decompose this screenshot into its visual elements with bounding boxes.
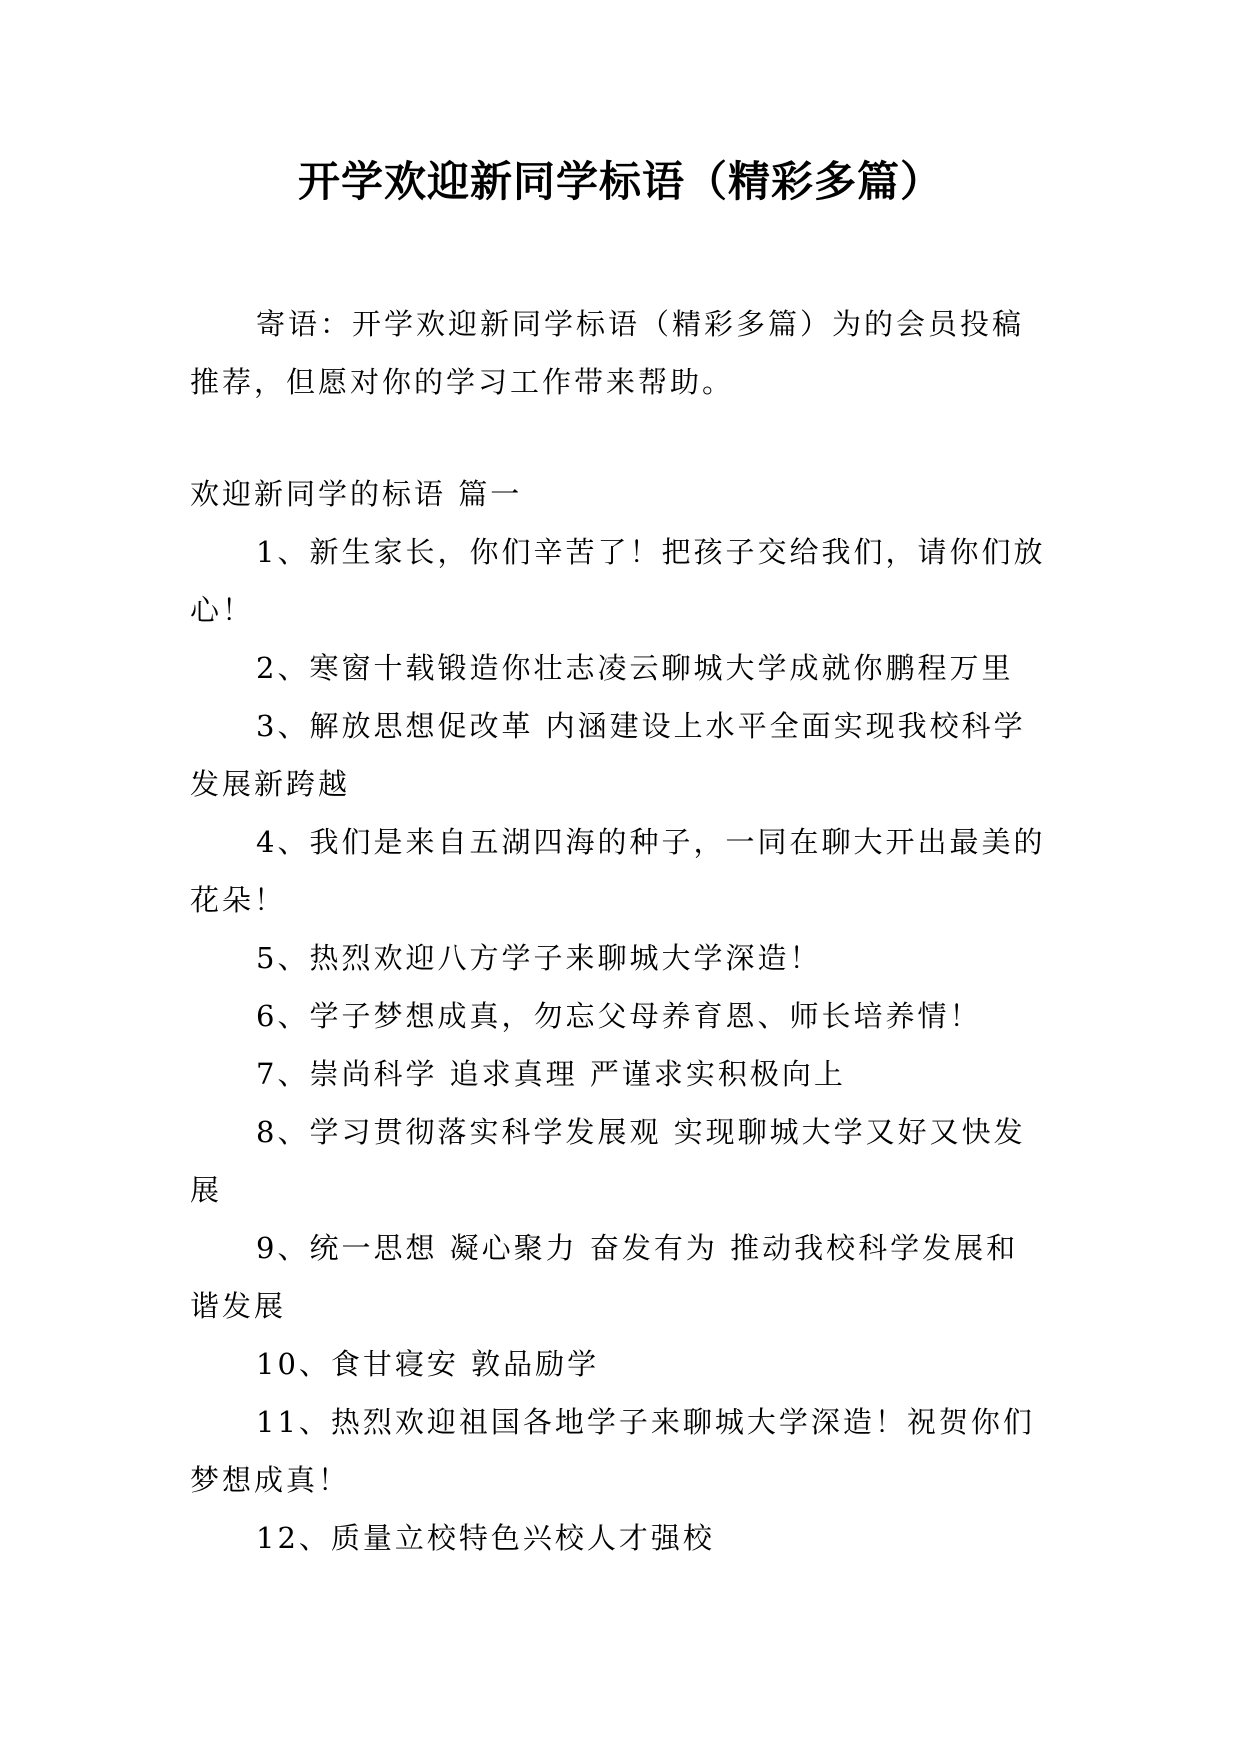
slogan-item: 5、热烈欢迎八方学子来聊城大学深造！ <box>256 941 822 975</box>
intro-paragraph: 寄语：开学欢迎新同学标语（精彩多篇）为的会员投稿推荐，但愿对你的学习工作带来帮助。 <box>190 307 1025 399</box>
slogan-item: 10、食甘寝安 敦品励学 <box>256 1347 600 1381</box>
slogan-item: 2、寒窗十载锻造你壮志凌云聊城大学成就你鹏程万里 <box>256 651 1014 685</box>
slogan-item: 12、质量立校特色兴校人才强校 <box>256 1521 715 1555</box>
document-title: 开学欢迎新同学标语（精彩多篇） <box>297 157 943 206</box>
slogan-list <box>190 523 1050 1567</box>
slogan-item: 11、热烈欢迎祖国各地学子来聊城大学深造！祝贺你们梦想成真！ <box>190 1405 1035 1497</box>
slogan-item: 8、学习贯彻落实科学发展观 实现聊城大学又好又快发展 <box>190 1115 1026 1207</box>
slogan-item: 6、学子梦想成真，勿忘父母养育恩、师长培养情！ <box>256 999 982 1033</box>
slogan-item: 4、我们是来自五湖四海的种子，一同在聊大开出最美的花朵！ <box>190 825 1046 917</box>
slogan-item: 7、崇尚科学 追求真理 严谨求实积极向上 <box>256 1057 846 1091</box>
slogan-item: 1、新生家长，你们辛苦了！把孩子交给我们，请你们放心！ <box>190 535 1046 627</box>
section-heading: 欢迎新同学的标语 篇一 <box>190 477 523 511</box>
slogan-item: 3、解放思想促改革 内涵建设上水平全面实现我校科学发展新跨越 <box>190 709 1026 801</box>
slogan-item: 9、统一思想 凝心聚力 奋发有为 推动我校科学发展和谐发展 <box>190 1231 1019 1323</box>
